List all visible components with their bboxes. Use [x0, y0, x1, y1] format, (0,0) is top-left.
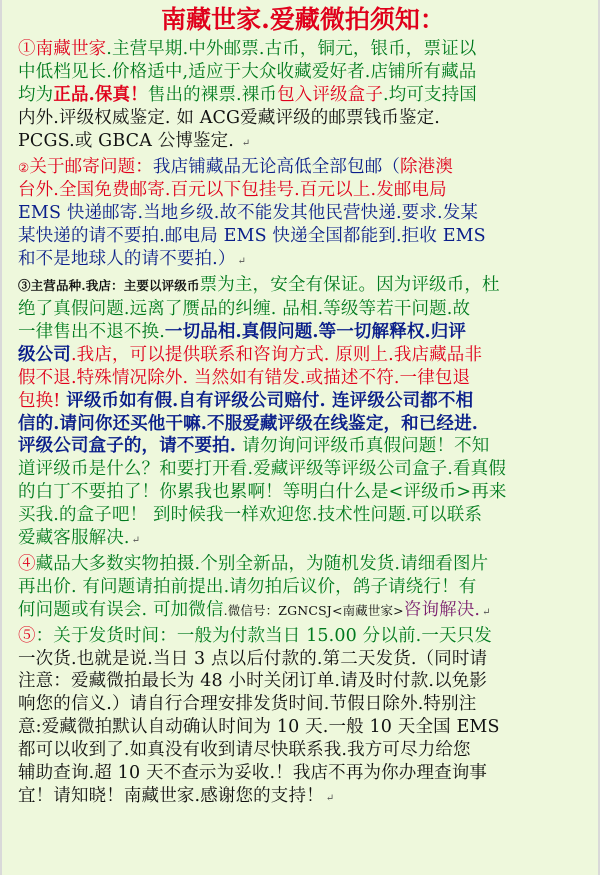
text-segment: 信的.请问你还买他干嘛.不服爱藏评级在线鉴定，和已经进. [18, 413, 478, 434]
page-title: 南藏世家.爱藏微拍须知： [161, 5, 445, 34]
text-segment: 爱藏客服解决. [18, 528, 130, 549]
notice-line [18, 38, 588, 61]
notice-line [18, 298, 588, 321]
notice-line [18, 785, 588, 811]
text-segment: 请勿询问评级币真假问题！不知 [242, 436, 490, 457]
notice-line [18, 599, 588, 625]
notice-line [18, 527, 588, 553]
text-segment: ① [18, 39, 36, 59]
text-segment: 中低档见长.价格适中,适应于大众收藏爱好者.店铺所有藏品 [18, 61, 477, 82]
text-segment: 一律售出不退不换. [18, 321, 165, 342]
text-segment: 包入评级盒子 [277, 84, 383, 105]
text-segment: ：关于发货时间：一般为付款当日 15.00 分以前.一天只发 [35, 625, 492, 646]
notice-line [18, 84, 588, 107]
text-segment: 都可以收到了.如真没有收到请尽快联系我.我方可尽力给您 [18, 740, 471, 761]
text-segment: 我店铺藏品无论高低全部包邮（ [152, 156, 401, 177]
text-segment: ⑤ [18, 625, 36, 646]
text-segment: 除港澳 [400, 156, 453, 177]
notice-line [18, 274, 588, 298]
text-segment: ④ [18, 553, 36, 574]
return-mark-icon: ↵ [482, 606, 491, 618]
notice-line [18, 179, 588, 202]
notice-line [18, 670, 588, 693]
notice-line [18, 130, 588, 156]
notice-line [18, 61, 588, 84]
notice-line [18, 248, 588, 274]
text-segment: 和不是地球人的请不要拍.） [18, 249, 236, 270]
notice-line [18, 481, 588, 504]
text-segment: 正品.保真！ [53, 84, 148, 105]
text-segment: 咨询解决. [403, 599, 481, 620]
notice-line [18, 367, 588, 390]
text-segment: 响您的信义.）请自行合理安排发货时间.节假日除外.特别注 [18, 694, 477, 715]
text-segment: 辅助查询.超 10 天不查示为妥收.！我店不再为你办理查询事 [18, 763, 488, 784]
notice-line [18, 576, 588, 599]
notice-section-4 [18, 553, 588, 625]
notice-line [18, 344, 588, 367]
notice-line [18, 762, 588, 785]
return-mark-icon: ↵ [131, 535, 141, 547]
notice-section-3 [18, 274, 588, 553]
text-segment: 藏品大多数实物拍摄.个别全新品，为随机发货.请细看图片 [35, 553, 489, 574]
text-segment: 买我.的盒子吧！ 到时候我一样欢迎您.技术性问题.可以联系 [18, 505, 483, 526]
text-segment: 何问题或有误会. 可加微信 [18, 599, 224, 620]
text-segment: 包换! [18, 390, 67, 411]
notice-line [18, 390, 588, 413]
text-segment: EMS 快递邮寄.当地乡级.故不能发其他民营快递.要求.发某 [18, 203, 478, 224]
text-segment: 意:爱藏微拍默认自动确认时间为 10 天.一般 10 天全国 EMS [18, 717, 500, 738]
text-segment: 均为 [18, 84, 54, 105]
notice-line [18, 625, 588, 648]
text-segment: 票为主，安全有保证。因为评级币，杜 [199, 275, 500, 296]
text-segment: .主营早期.中外邮票.古币，铜元，银币，票证以 [106, 39, 477, 59]
notice-line [18, 202, 588, 225]
text-segment: 台外.全国免费邮寄.百元以下包挂号.百元以上.发邮电局 [18, 180, 447, 201]
notice-line [18, 693, 588, 716]
text-segment: 假不退.特殊情况除外. 当然如有错发.或描述不符.一律包退 [18, 367, 471, 388]
notice-line [18, 458, 588, 481]
notice-line [18, 156, 588, 180]
text-segment: 一切品相.真假问题.等一切解释权.归评 [164, 321, 467, 342]
text-segment: .均可支持国 [382, 84, 477, 105]
notice-line [18, 107, 588, 130]
notice-body [18, 38, 588, 811]
notice-line [18, 716, 588, 739]
notice-line [18, 321, 588, 344]
text-segment: 宜！请知晓！南藏世家.感谢您的支持！ [18, 786, 324, 806]
return-mark-icon: ↵ [237, 256, 247, 268]
text-segment: 评级公司盒子的，请不要拍. [18, 436, 243, 457]
text-segment: 注意：爱藏微拍最长为 48 小时关闭订单.请及时付款.以免影 [18, 671, 488, 692]
text-segment: 绝了真假问题.远离了赝品的纠缠. 品相.等级等若干问题.故 [18, 298, 471, 319]
notice-line [18, 648, 588, 671]
notice-section-5 [18, 625, 588, 811]
text-segment: 一次货.也就是说.当日 3 点以后付款的.第二天发货.（同时请 [18, 648, 488, 669]
notice-line [18, 553, 588, 576]
notice-line [18, 413, 588, 436]
text-segment: ② [18, 159, 30, 175]
text-segment: 级公司 [18, 344, 71, 365]
notice-section-1 [18, 38, 588, 156]
text-segment: 道评级币是什么？和要打开看.爱藏评级等评级公司盒子.看真假 [18, 459, 506, 480]
text-segment: .我店，可以提供联系和咨询方式. 原则上.我店藏品非 [70, 344, 483, 365]
text-segment: 内外.评级权威鉴定. 如 ACG爱藏评级的邮票钱币鉴定. [18, 107, 441, 128]
text-segment: 关于邮寄问题： [29, 156, 153, 177]
text-segment: 再出价. 有问题请拍前提出.请勿拍后议价，鸽子请绕行！有 [18, 576, 477, 597]
text-segment: 南藏世家 [35, 39, 107, 59]
notice-line [18, 504, 588, 527]
notice-line [18, 435, 588, 458]
text-segment: .微信号：ZGNCSJ<南藏世家> [223, 602, 404, 618]
text-segment: 售出的裸票.裸币 [147, 84, 278, 105]
text-segment: 某快递的请不要拍.邮电局 EMS 快递全国都能到.拒收 EMS [18, 226, 486, 247]
text-segment: PCGS.或 GBCA 公博鉴定. [18, 130, 240, 151]
text-segment: ③主营品种.我店：主要以评级币 [18, 278, 200, 294]
text-segment: 的白丁不要拍了！你累我也累啊！等明白什么是<评级币>再来 [18, 482, 507, 503]
return-mark-icon: ↵ [325, 793, 335, 804]
text-segment: 评级币如有假.自有评级公司赔付. 连评级公司都不相 [66, 390, 474, 411]
notice-section-2 [18, 156, 588, 275]
notice-line [18, 225, 588, 248]
notice-line [18, 739, 588, 762]
return-mark-icon: ↵ [241, 137, 251, 149]
